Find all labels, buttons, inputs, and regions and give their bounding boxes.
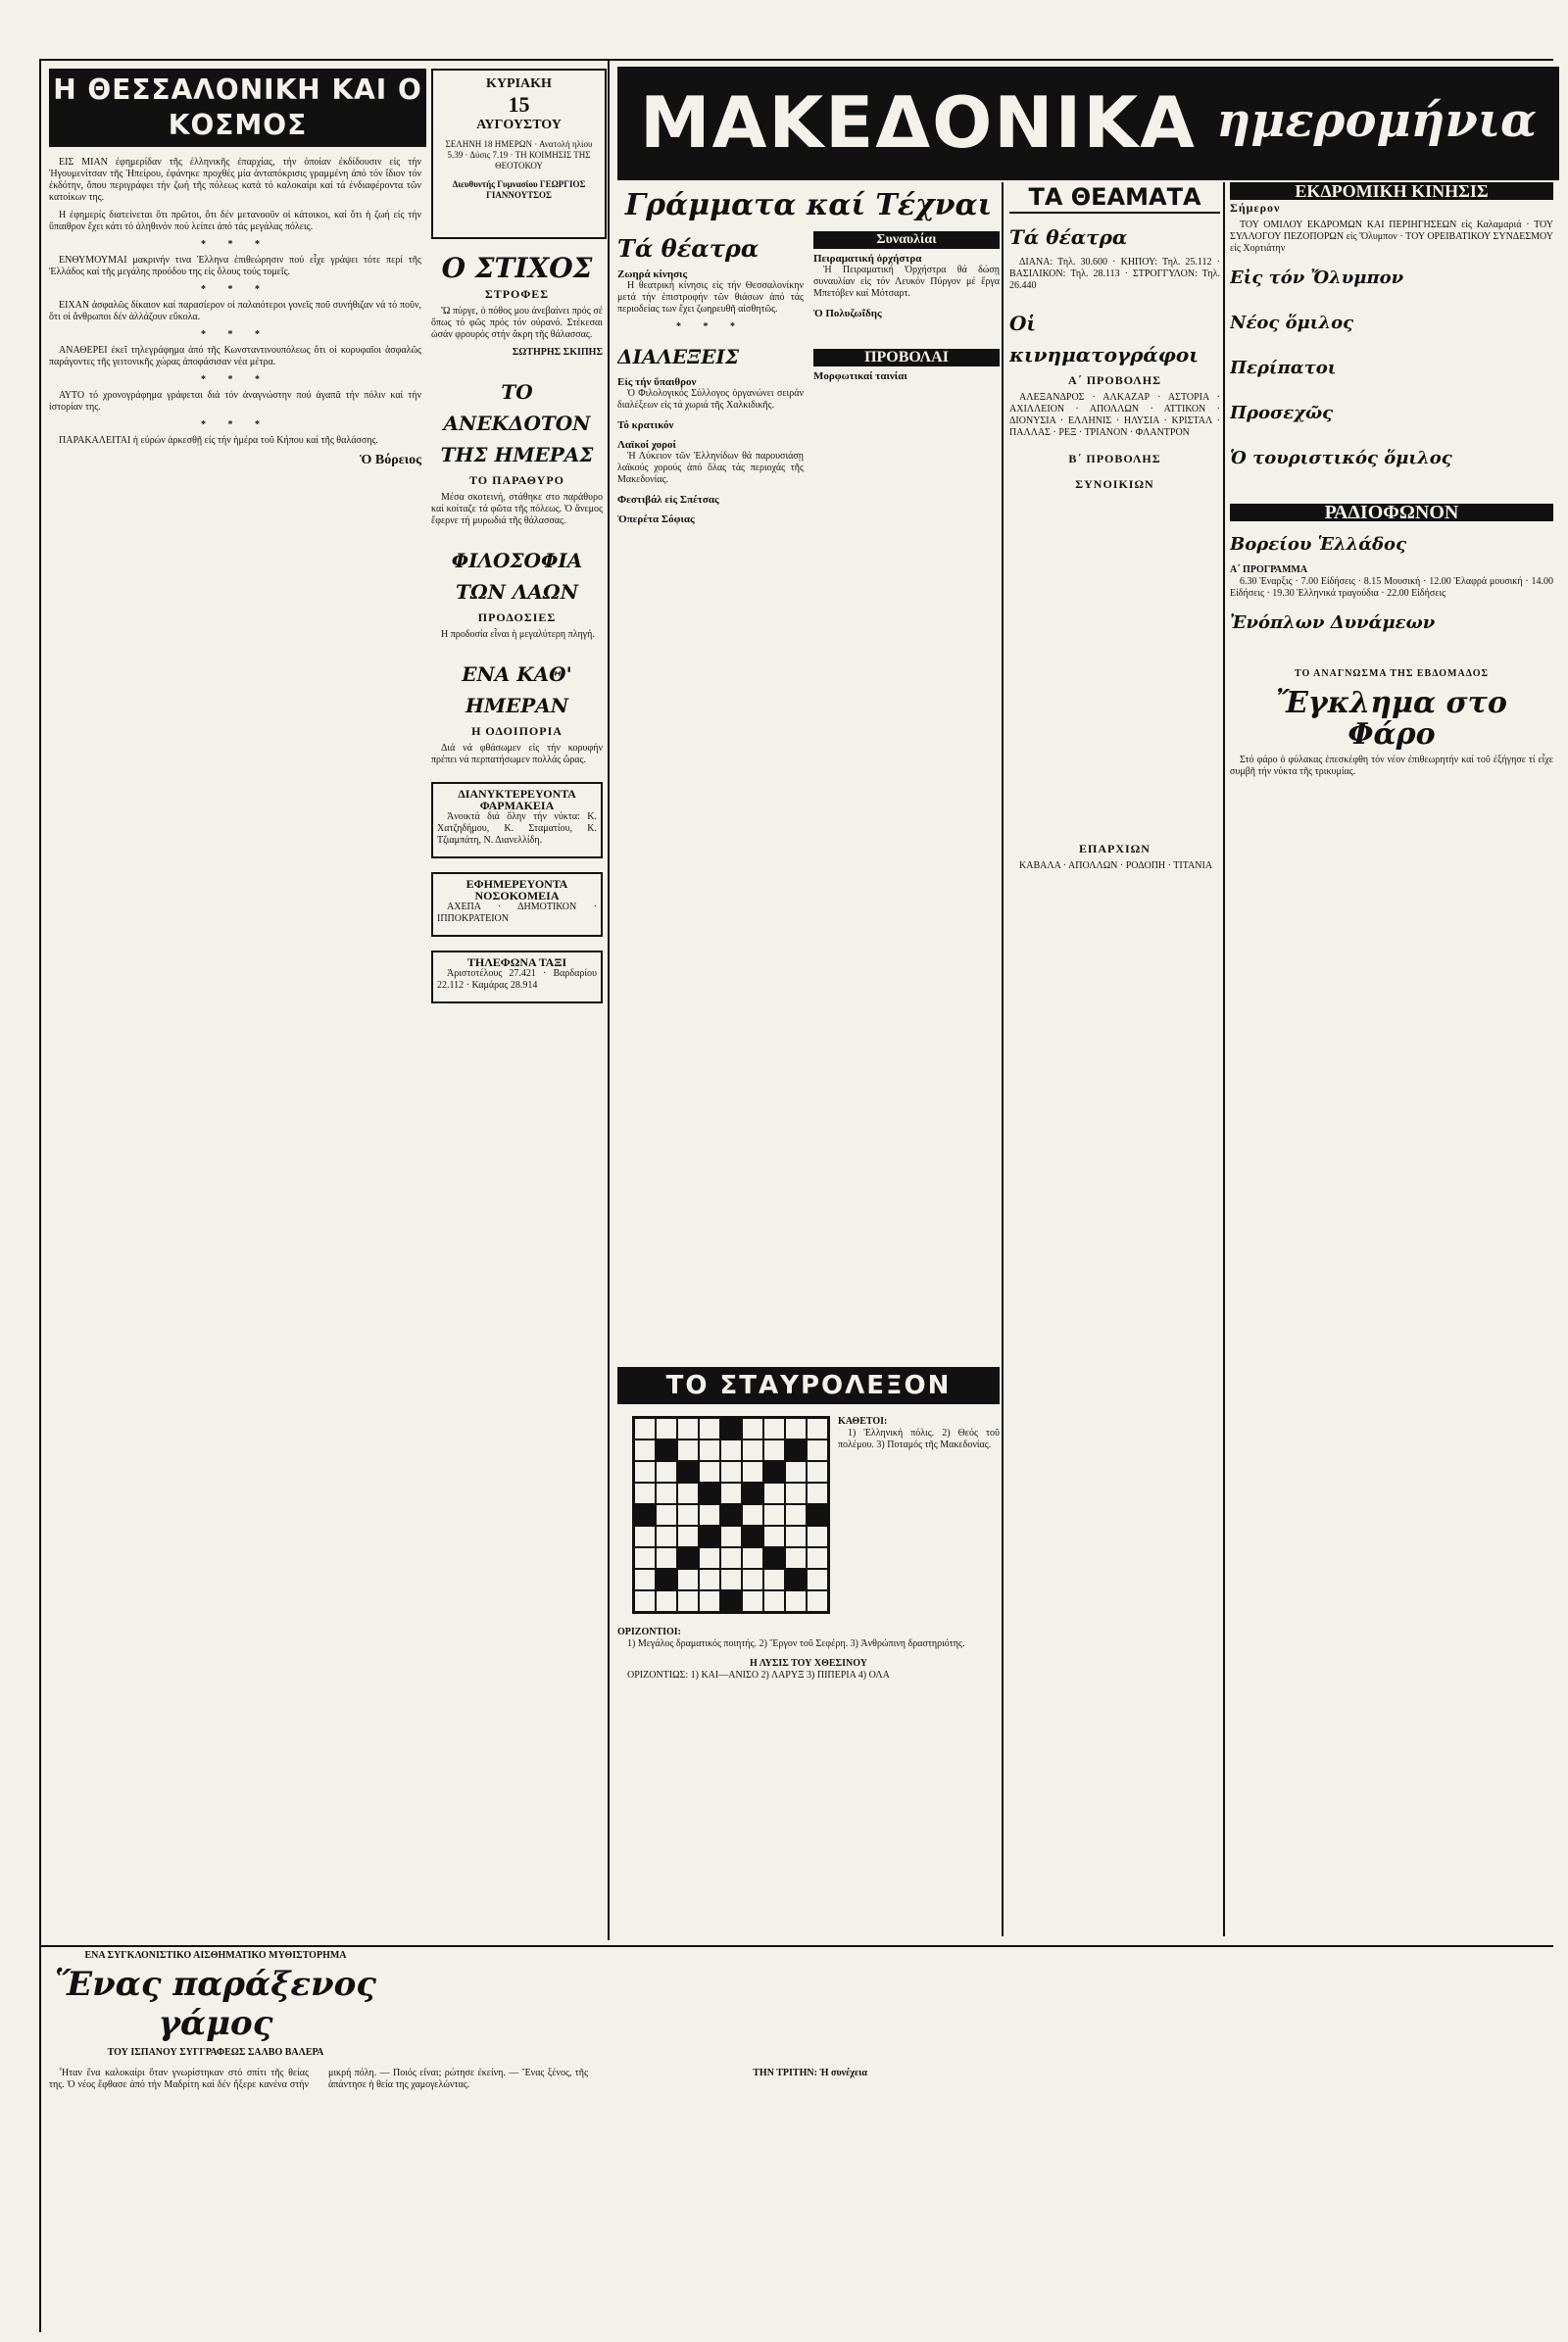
filosofia-subtitle: ΠΡΟΔΟΣΙΕΣ: [477, 610, 557, 624]
proboli-b: Β΄ ΠΡΟΒΟΛΗΣ: [1068, 452, 1161, 465]
left-filler-1: Η ἐφημερίς διατείνεται ὅτι πρῶτοι, ὅτι δέν μετανοοῦν οἱ κάτοικοι, καί ὅτι ἡ ζωή εἰς τήν ὕπαιθρον ἔχει κάτι τό ἀληθινόν πού λείπει ἀπό τάς μεγάλας πόλεις.: [49, 210, 421, 232]
serial-text: Ἦταν ἕνα καλοκαίρι ὅταν γνωρίστηκαν στό σπίτι τῆς θείας της. Ὁ νέος ἔφθασε ἀπό τήν Μαδρίτη καί δέν ἤξερε κανένα στήν μικρή πόλη. — Ποιός εἶναι; ρώτησε ἐκείνη. — Ἕνας ξένος, τῆς ἀπάντησε ἡ θεία της χαμογελώντας.: [49, 2068, 588, 2090]
tilefona-box: [431, 951, 603, 1003]
rule-serial-top: [39, 1945, 1553, 1947]
theamata-subtitle: Τά θέατρα: [1009, 225, 1128, 249]
tilefona-text: Ἀριστοτέλους 27.421 · Βαρδαρίου 22.112 · Καμάρας 28.914: [437, 968, 597, 991]
nosokomeia-box: [431, 872, 603, 937]
serial-body: [49, 2068, 1147, 2322]
radio-subtitle: Βορείου Ἑλλάδος: [1230, 534, 1407, 555]
synoikion-title: ΣΥΝΟΙΚΙΩΝ: [1075, 477, 1154, 491]
radio-text: 6.30 Ἐναρξις · 7.00 Εἰδήσεις · 8.15 Μουσική · 12.00 Ἐλαφρά μουσική · 14.00 Εἰδήσεις · 19.30 Ἑλληνικά τραγούδια · 22.00 Εἰδήσεις: [1230, 576, 1553, 599]
orizontioi-clues: 1) Μεγάλος δραματικός ποιητής. 2) Ἔργον τοῦ Σεφέρη. 3) Ἀνθρώπινη δραστηριότης.: [627, 1638, 965, 1649]
touristikos-title: Ὁ τουριστικός ὅμιλος: [1230, 448, 1452, 468]
rule-top: [39, 59, 1553, 61]
festival-heading: Φεστιβάλ εἰς Σπέτσας: [617, 494, 719, 506]
strofes-title: Ο ΣΤΙΧΟΣ: [441, 252, 593, 284]
olympos-title: Εἰς τόν Ὄλυμπον: [1230, 268, 1404, 288]
kinimatografoi-title: Οἱ κινηματογράφοι: [1009, 312, 1199, 366]
prosexos-title: Προσεχῶς: [1230, 403, 1334, 423]
makedonika-title: ΜΑΚΕΔΟΝΙΚΑ: [640, 81, 1197, 164]
symvoulio-text: Ἡ Πειραματική Ὀρχήστρα θά δώσῃ συναυλίαν εἰς τόν Λευκόν Πύργον μέ ἔργα Μπετόβεν καί Μότσαρτ.: [813, 265, 1000, 299]
theamata-title: ΤΑ ΘΕΑΜΑΤΑ: [1009, 182, 1220, 214]
opereta-heading: Ὀπερέτα Σόφιας: [617, 513, 695, 525]
stavrolekson-banner: [617, 1367, 1000, 1404]
left-para-5: ΑΥΤΟ τό χρονογράφημα γράφεται διά τόν ἀναγνώστην πού ἀγαπᾶ τήν πόλιν καί τήν ἱστορίαν της.: [49, 390, 421, 413]
date-info: ΣΕΛΗΝΗ 18 ΗΜΕΡΩΝ · Ανατολή ηλίου 5.39 · Δύσις 7.19 · ΤΗ ΚΟΙΜΗΣΙΣ ΤΗΣ ΘΕΟΤΟΚΟΥ: [445, 139, 593, 171]
eparxion-text: ΚΑΒΑΛΑ · ΑΠΟΛΛΩΝ · ΡΟΔΟΠΗ · ΤΙΤΑΝΙΑ: [1019, 860, 1213, 871]
left-column-title-box: [49, 69, 426, 147]
left-para-3: ΕΙΧΑΝ ἀσφαλῶς δίκαιον καί παρασίερον οἱ παλαιότεροι γονεῖς ποῦ συνήθιζαν νά τό ποῦν, ὅτι οἱ ἄνθρωποι δέν ἀλλάζουν εὔκολα.: [49, 300, 421, 322]
star-divider: * * *: [201, 419, 270, 430]
date-day: ΚΥΡΙΑΚΗ: [486, 76, 552, 91]
symvoulio-heading: Πειραματική ὀρχήστρα: [813, 253, 922, 265]
symvoulio-title: Συναυλίαι: [813, 231, 1000, 249]
kathetoi-clues: 1) Ἑλληνική πόλις. 2) Θεός τοῦ πολέμου. 3) Ποταμός τῆς Μακεδονίας.: [838, 1428, 1000, 1450]
left-para-1: ΕΙΣ ΜΙΑΝ ἐφημερίδαν τῆς ἑλληνικῆς ἐπαρχίας, τήν ὁποίαν ἐκδίδουσιν εἰς τήν Ἡγουμενίτσαν τῆς Ἠπείρου, ἐφάνηκε προχθές μία ἀνταπόκρισις γραμμένη ἀπό τόν ἴδιον τόν ἐκδότην, ὅπου περιγράφει τήν ζωή τῆς πόλεως κατά τό καλοκαίρι καί τά ἐνδιαφέροντα τῶν κατοίκων της.: [49, 157, 421, 203]
strofes-author: ΣΩΤΗΡΗΣ ΣΚΙΠΗΣ: [512, 347, 603, 358]
farmakeia-title: ΔΙΑΝΥΚΤΕΡΕΥΟΝΤΑ ΦΑΡΜΑΚΕΙΑ: [458, 787, 576, 812]
kinima-text: ΑΛΕΞΑΝΔΡΟΣ · ΑΛΚΑΖΑΡ · ΑΣΤΟΡΙΑ · ΑΧΙΛΛΕΙΟΝ · ΑΠΟΛΛΩΝ · ΑΤΤΙΚΟΝ · ΔΙΟΝΥΣΙΑ · ΕΛΛΗΝΙΣ · ΗΛΥΣΙΑ · ΚΡΙΣΤΑΛ · ΠΑΛΛΑΣ · ΡΕΞ · ΤΡΙΑΝΟΝ · ΦΛΑΝΤΡΟΝ: [1009, 392, 1220, 438]
left-column-title: Η ΘΕΣΣΑΛΟΝΙΚΗ ΚΑΙ Ο ΚΟΣΜΟΣ: [53, 73, 422, 141]
dialekseis-text: Ὁ Φιλολογικός Σύλλογος ὀργανώνει σειράν διαλέξεων εἰς τά χωριά τῆς Χαλκιδικῆς.: [617, 388, 804, 411]
filosofia-title: ΦΙΛΟΣΟΦΙΑ ΤΩΝ ΛΑΩΝ: [451, 549, 583, 604]
dialekseis-subtitle: Εἰς τήν ὕπαιθρον: [617, 376, 697, 388]
nosokomeia-title: ΕΦΗΜΕΡΕΥΟΝΤΑ ΝΟΣΟΚΟΜΕΙΑ: [466, 877, 568, 903]
farmakeia-text: Ἀνοικτά διά ὅλην τήν νύκτα: Κ. Χατζηδήμου, Κ. Σταματίου, Κ. Τζιαμπάτη, Ν. Διανελλίδη.: [437, 811, 597, 846]
kathimerinon-subtitle: Η ΟΔΟΙΠΟΡΙΑ: [471, 724, 563, 738]
crossword-grid: [632, 1416, 830, 1614]
date-box: [431, 69, 607, 239]
rule-theamata: [1002, 182, 1004, 1936]
theatra-subcolumn: Τά θέατρα Ζωηρά κίνησις Η θεατρική κίνησις εἰς τήν Θεσσαλονίκην μετά τήν ἐπιστροφήν τῶν θιάσων ἀπό τάς περιοδείας των ἔχει ζωηρευθῆ αἰσθητῶς. * * * ΔΙΑΛΕΞΕΙΣ Εἰς τήν ὕπαιθρον Ὁ Φιλολογικός Σύλλογος ὀργανώνει σειράν διαλέξεων εἰς τά χωριά τῆς Χαλκιδικῆς. Τό κρατικόν Λαϊκοί χοροί Ἡ Λύκειον τῶν Ἑλληνίδων θά παρουσιάσῃ λαϊκούς χορούς ἀπό ὅλας τάς περιοχάς τῆς Μακεδονίας. Φεστιβάλ εἰς Σπέτσας Ὀπερέτα Σόφιας: [617, 234, 804, 525]
eparxion-title: ΕΠΑΡΧΙΩΝ: [1079, 842, 1151, 855]
provolai-title: ΠΡΟΒΟΛΑΙ: [813, 349, 1000, 366]
theamata-text: ΔΙΑΝΑ: Τηλ. 30.600 · ΚΗΠΟΥ: Τηλ. 25.112 · ΒΑΣΙΛΙΚΟΝ: Τηλ. 28.113 · ΣΤΡΟΓΓΥΛΟΝ: Τηλ. 26.440: [1009, 257, 1220, 291]
kathetoi-label: ΚΑΘΕΤΟΙ:: [838, 1416, 888, 1427]
makedonika-subtitle: ημερομήνια: [1216, 93, 1537, 148]
anekdota-text: Μέσα σκοτεινή, στάθηκε στο παράθυρο καί κοίταζε τά φῶτα τῆς πόλεως. Ὁ ἄνεμος ἔφερνε τή μυρωδιά τῆς θάλασσας.: [431, 492, 603, 526]
crossword-clues-bottom: [617, 1627, 1000, 1930]
left-para-6: ΠΑΡΑΚΑΛΕΙΤΑΙ ἡ εὐρών ἀρκεσθῇ εἰς τήν ἡμέρα τοῦ Κήπου καί τῆς θαλάσσης.: [59, 435, 378, 446]
left-column-body: [49, 157, 421, 1901]
ekdromi-title: ΕΚΔΡΟΜΙΚΗ ΚΙΝΗΣΙΣ: [1230, 182, 1553, 200]
star-divider: * * *: [201, 329, 270, 340]
polyzoidis-heading: Ὁ Πολυζωΐδης: [813, 308, 882, 319]
enoplon-title: Ἐνόπλων Δυνάμεων: [1230, 612, 1436, 633]
outer-rule-left: [39, 59, 41, 2332]
stavrolekson-title: ΤΟ ΣΤΑΥΡΟΛΕΞΟΝ: [665, 1371, 952, 1400]
filosofia-text: Η προδοσία εἶναι ἡ μεγαλύτερη πληγή.: [441, 629, 595, 640]
radio-title: ΡΑΔΙΟΦΩΝΟΝ: [1230, 504, 1553, 521]
grammata-title: Γράμματα καί Τέχναι: [624, 188, 993, 222]
solution-label: Η ΛΥΣΙΣ ΤΟΥ ΧΘΕΣΙΝΟΥ: [750, 1658, 867, 1669]
kathimerinon-text: Διά νά φθάσωμεν εἰς τήν κορυφήν πρέπει νά περπατήσωμεν πολλάς ὥρας.: [431, 743, 603, 765]
synavlies-subcolumn: [813, 225, 1000, 525]
ekdromi-subtitle: Σήμερον: [1230, 201, 1281, 215]
ekdromi-text: ΤΟΥ ΟΜΙΛΟΥ ΕΚΔΡΟΜΩΝ ΚΑΙ ΠΕΡΙΗΓΗΣΕΩΝ εἰς Καλαμαριά · ΤΟΥ ΣΥΛΛΟΓΟΥ ΠΕΖΟΠΟΡΩΝ εἰς Ὄλυμπον · ΤΟΥ ΟΡΕΙΒΑΤΙΚΟΥ ΣΥΝΔΕΣΜΟΥ εἰς Χορτιάτην: [1230, 220, 1553, 254]
serial-footer: ΤΗΝ ΤΡΙΤΗΝ: Ἡ συνέχεια: [753, 2068, 867, 2078]
proboli-a: Α΄ ΠΡΟΒΟΛΗΣ: [1068, 373, 1161, 387]
makedonika-banner: [617, 67, 1559, 180]
anekdota-subtitle: ΤΟ ΠΑΡΑΘΥΡΟ: [468, 473, 564, 487]
egklima-title: Ἔγκλημα στο Φάρο: [1276, 686, 1507, 752]
rule-center-right: [608, 59, 610, 1940]
rule-ekdromi: [1223, 182, 1225, 1936]
farmakeia-box: [431, 782, 603, 858]
ekdromi-column: [1230, 182, 1553, 1936]
left-para-2: ΕΝΘΥΜΟΥΜΑΙ μακρινήν τινα Ἑλληνα ἐπιθεώρησιν πού εἶχε γράψει τότε περί τῆς Ἑλλάδος καί τῆς μεγάλης προόδου της εἰς ὅλους τούς τομεῖς.: [49, 255, 421, 277]
provolai-subtitle: Μορφωτικαί ταινίαι: [813, 370, 907, 382]
zoropa-text: Η θεατρική κίνησις εἰς τήν Θεσσαλονίκην μετά τήν ἐπιστροφήν τῶν θιάσων ἀπό τάς περιοδείας των ἔχει ζωηρευθῆ αἰσθητῶς.: [617, 280, 804, 315]
laikoi-text: Ἡ Λύκειον τῶν Ἑλληνίδων θά παρουσιάσῃ λαϊκούς χορούς ἀπό ὅλας τάς περιοχάς τῆς Μακεδονίας.: [617, 451, 804, 485]
egklima-text: Στό φάρο ὁ φύλακας ἐπεσκέφθη τόν νέον ἐπιθεωρητήν καί τοῦ ἐξήγησε τί εἶχε συμβῆ τήν νύκτα τῆς τρικυμίας.: [1230, 755, 1553, 777]
star-divider: * * *: [201, 284, 270, 295]
zoropa-heading: Ζωηρά κίνησις: [617, 268, 688, 280]
egklima-kicker: ΤΟ ΑΝΑΓΝΩΣΜΑ ΤΗΣ ΕΒΔΟΜΑΔΟΣ: [1294, 668, 1490, 679]
date-month: ΑΥΓΟΥΣΤΟΥ: [476, 118, 562, 132]
grammata-column: [617, 182, 1000, 1358]
kathimerinon-title: ΕΝΑ ΚΑΘ' ΗΜΕΡΑΝ: [462, 662, 572, 717]
anekdota-title: ΤΟ ΑΝΕΚΔΟΤΟΝ ΤΗΣ ΗΜΕΡΑΣ: [440, 380, 594, 466]
orizontioi-label: ΟΡΙΖΟΝΤΙΟΙ:: [617, 1627, 682, 1637]
crossword-clues-right: [838, 1416, 1000, 1622]
left-para-4: ΑΝΑΘΕΡΕΙ ἐκεῖ τηλεγράφημα ἀπό τῆς Κωνσταντινουπόλεως ὅτι οἱ κορυφαῖοι ἀσφαλῶς παράγοντες τῆς γειτονικῆς χώρας ἀποφάσισαν νέα μέτρα.: [49, 345, 421, 367]
solution-text: ΟΡΙΖΟΝΤΙΩΣ: 1) ΚΑΙ—ΑΝΙΣΟ 2) ΛΑΡΥΞ 3) ΠΙΠΕΡΙΑ 4) ΟΛΑ: [627, 1670, 890, 1681]
peripatoi-title: Περίπατοι: [1230, 358, 1337, 378]
theatra-title: Τά θέατρα: [617, 234, 760, 263]
tilefona-title: ΤΗΛΕΦΩΝΑ ΤΑΞΙ: [466, 955, 567, 969]
director: Διευθυντής Γυμνασίου ΓΕΩΡΓΙΟΣ ΓΙΑΝΝΟΥΤΣΟΣ: [452, 179, 586, 200]
kratikon-heading: Τό κρατικόν: [617, 419, 674, 431]
center-column: [431, 245, 603, 1930]
neos-title: Νέος ὅμιλος: [1230, 313, 1354, 333]
strofes-text: Ὤ πύργε, ὁ πόθος μου ἀνεβαίνει πρός σέ ὅπως τό φῶς πρός τόν οὐρανό. Στέκεσαι ὡσάν φρουρός στήν ἄκρη τῆς θάλασσας.: [431, 306, 603, 340]
theamata-column: [1009, 182, 1220, 1936]
radio-program: Α΄ ΠΡΟΓΡΑΜΜΑ: [1230, 564, 1308, 575]
left-signature: Ὁ Βόρειος: [360, 453, 421, 467]
dialekseis-title: ΔΙΑΛΕΞΕΙΣ: [617, 345, 739, 368]
star-divider: * * *: [201, 374, 270, 385]
nosokomeia-text: ΑΧΕΠΑ · ΔΗΜΟΤΙΚΟΝ · ΙΠΠΟΚΡΑΤΕΙΟΝ: [437, 902, 597, 924]
serial-kicker: ΕΝΑ ΣΥΓΚΛΟΝΙΣΤΙΚΟ ΑΙΣΘΗΜΑΤΙΚΟ ΜΥΘΙΣΤΟΡΗΜΑ: [84, 1950, 347, 1961]
serial-header: [49, 1950, 382, 2058]
date-number: 15: [508, 92, 530, 117]
serial-title: Ἕνας παράξενος γάμος: [55, 1965, 376, 2043]
strofes-subtitle: ΣΤΡΟΦΕΣ: [484, 287, 550, 301]
laikoi-heading: Λαϊκοί χοροί: [617, 439, 676, 451]
serial-byline: ΤΟΥ ΙΣΠΑΝΟΥ ΣΥΓΓΡΑΦΕΩΣ ΣΑΛΒΟ ΒΑΛΕΡΑ: [107, 2047, 324, 2058]
star-divider: * * *: [201, 239, 270, 250]
